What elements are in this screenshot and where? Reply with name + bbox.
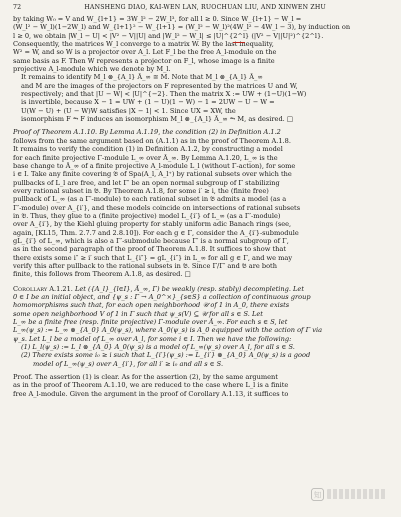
text-line: homomorphisms such that, for each open neighborhood 𝒰 of 1 in A_0, there exists	[13, 301, 290, 310]
text-line: some open neighborhood V of 1 in Γ such that ψ_s(V) ⊆ 𝒰 for all s ∈ S. Let	[13, 309, 263, 318]
page-number: 72	[13, 4, 22, 11]
text-line: is invertible, because X − 1 = UW + (1 − U)(1 − W) − 1 = 2UW − U − W =	[21, 98, 275, 107]
text-line: and M are the images of the projectors on F represented by the matrices U and W,	[21, 81, 298, 90]
corollary-item-2: (2) There exists some i₀ ≥ i such that L_{i′}(ψ_s) := L_{i′} ⊗_{A_0} A_0(ψ_s) is a good	[21, 351, 311, 360]
text-line: It remains to verify the condition (1) in Definition A.1.2, by constructing a model	[13, 145, 283, 154]
paragraph-identify	[13, 73, 389, 123]
text-line: pullback of L_∞ (as a Γ′-module) to each rational subset in 𝔅 admits a model (as a	[13, 195, 287, 204]
corollary-item-2-cont: model of L_∞(ψ_s) over A_{i′}, for all i′ ≥ i₀ and all s ∈ S.	[33, 359, 224, 368]
text-line: i ∈ I. Take any finite covering 𝔅 of Spa(A_l, A_l⁺) by rational subsets over which the	[13, 170, 292, 179]
text-line: W² = W, and so W is a projector over A_l. Let F_l be the free A_l-module on the	[13, 48, 277, 57]
corollary-heading: Corollary A.1.21.	[13, 284, 73, 293]
text-line: (W_l² − W_l)(1−2W_l) and W_{l+1}² − W_{l+1} = (W_l² − W_l)²(4W_l² − 4W_l − 3), by induction on	[13, 23, 351, 32]
text-line: as in the proof of Theorem A.1.10, we are reduced to the case where L_l is a finite	[13, 381, 289, 390]
paragraph-induction	[13, 15, 389, 73]
text-line: verify this after pullback to the rational subsets in 𝔅. Since Γ/Γ′ and 𝔅 are both	[13, 261, 277, 270]
text-line: U(W − U) + (U − W)W satisfies |X − 1| < 1. Since UX = XW, the	[21, 106, 236, 115]
text-line: over A_{i′}, by the Kiehl gluing property for stably uniform adic Banach rings (see,	[13, 220, 292, 229]
text-line: ψ_s. Let L_l be a model of L_∞ over A_l, for some i ∈ I. Then we have the following:	[13, 334, 292, 343]
text-line: L_∞ be a finite free (resp. finite projective) Γ-module over Ã_∞. For each s ∈ S, let	[13, 318, 288, 327]
text-line: every rational subset in 𝔅. By Theorem A.1.8, for some i′ ≥ i, the (finite free)	[13, 186, 269, 195]
text-line: gL_{i′} of L_∞, which is also a Γ′-submodule because Γ′ is a normal subgroup of Γ,	[13, 236, 289, 245]
text-line: Consequently, the matrices W_l converge to a matrix W. By the last inequality,	[13, 40, 274, 49]
text-line: follows from the same argument based on (A.1.1) as in the proof of Theorem A.1.8.	[13, 136, 291, 145]
text-line: same basis as F. Then W represents a projector on F_l, whose image is a finite	[13, 56, 275, 65]
text-line: projective A_l-module which we denote by M_l.	[13, 65, 171, 74]
text-line: again, [KL15, Thm. 2.7.7 and 2.8.10]). For each g ∈ Γ, consider the A_{i′}-submodule	[13, 228, 299, 237]
corollary-line	[13, 285, 389, 293]
text-line: pullbacks of L_l are free, and let Γ′ be an open normal subgroup of Γ stabilizing	[13, 178, 280, 187]
text-line: base change to Ã_∞ of a finite projective A_l-module L_l (without Γ-action), for some	[13, 161, 296, 170]
proof-corollary	[13, 373, 389, 398]
text-line: Γ′-module) over A_{i′}, and these models coincide on intersections of rational subsets	[13, 203, 301, 212]
red-underline-annotation	[233, 36, 245, 43]
text-line: by taking W₀ = V and W_{l+1} = 3W_l² − 2W_l³, for all l ≥ 0. Since W_{l+1} − W_l =	[13, 15, 302, 23]
svg-text:知: 知	[313, 489, 322, 499]
text-line: there exists some i″ ≥ i′ such that L_{i″} = gL_{i″} in L_∞ for all g ∈ Γ, and we may	[13, 253, 293, 262]
text-line: Proof of Theorem A.1.10. By Lemma A.1.19, the condition (2) in Definition A.1.2	[13, 128, 281, 137]
text-line: finite, this follows from Theorem A.1.8, as desired. □	[13, 270, 191, 279]
text-line: in 𝔅. Thus, they glue to a (finite projective) model L_{i′} of L_∞ (as a Γ′-module)	[13, 211, 281, 220]
watermark	[311, 487, 387, 501]
corollary-a121	[13, 285, 389, 368]
corollary-item-1: (1) L_l(ψ_s) := L_l ⊗_{A_0} A_0(ψ_s) is a model of L_∞(ψ_s) over A_l, for all s ∈ S.	[21, 343, 295, 352]
text-line: 0 ∈ I be an initial object, and {ψ_s : Γ → A_0^×}_{s∈S} a collection of continuous group	[13, 293, 311, 301]
watermark-text	[327, 489, 387, 499]
running-title: HANSHENG DIAO, KAI-WEN LAN, RUOCHUAN LIU, AND XINWEN ZHU	[84, 4, 326, 11]
proof-theorem-a110	[13, 128, 389, 278]
text-line: l ≥ 0, we obtain |W_l − U| < |V² − V||U| and |W_l² − W_l| ≤ |U|^{2^l} (|V² − V||U|²)^{2^l}.	[13, 31, 324, 40]
text-line: isomorphism F ⥲ F induces an isomorphism M_l ⊗_{A_l} Ã_∞ ⥲ M, as desired. □	[21, 115, 294, 124]
running-header	[13, 4, 389, 15]
zhihu-logo-icon	[311, 488, 324, 501]
text-line: Proof. The assertion (1) is clear. As for the assertion (2), by the same argument	[13, 373, 278, 382]
text-line: free A_l-module. Given the argument in the proof of Corollary A.1.13, it suffices to	[13, 389, 289, 398]
text-line: as in the second paragraph of the proof of Theorem A.1.8. It suffices to show that	[13, 245, 286, 254]
text-line: for each finite projective Γ-module L_∞ over Ã_∞. By Lemma A.1.20, L_∞ is the	[13, 153, 278, 162]
text-line: L_∞(ψ_s) := L_∞ ⊗_{A_0} A_0(ψ_s), where A_0(ψ_s) is A_0 equipped with the action of Γ via	[13, 326, 323, 335]
text-line: respectively; and that |U − W| < |U|^{−2}. Then the matrix X := UW + (1−U)(1−W)	[21, 90, 307, 99]
corollary-text: Let ({A_l}_{l∈I}, Ã_∞, Γ) be weakly (resp. stably) decompleting. Let	[75, 284, 304, 293]
text-line: It remains to identify M_l ⊗_{A_l} Ã_∞ ≅ M. Note that M_l ⊗_{A_l} Ã_∞	[21, 73, 263, 82]
